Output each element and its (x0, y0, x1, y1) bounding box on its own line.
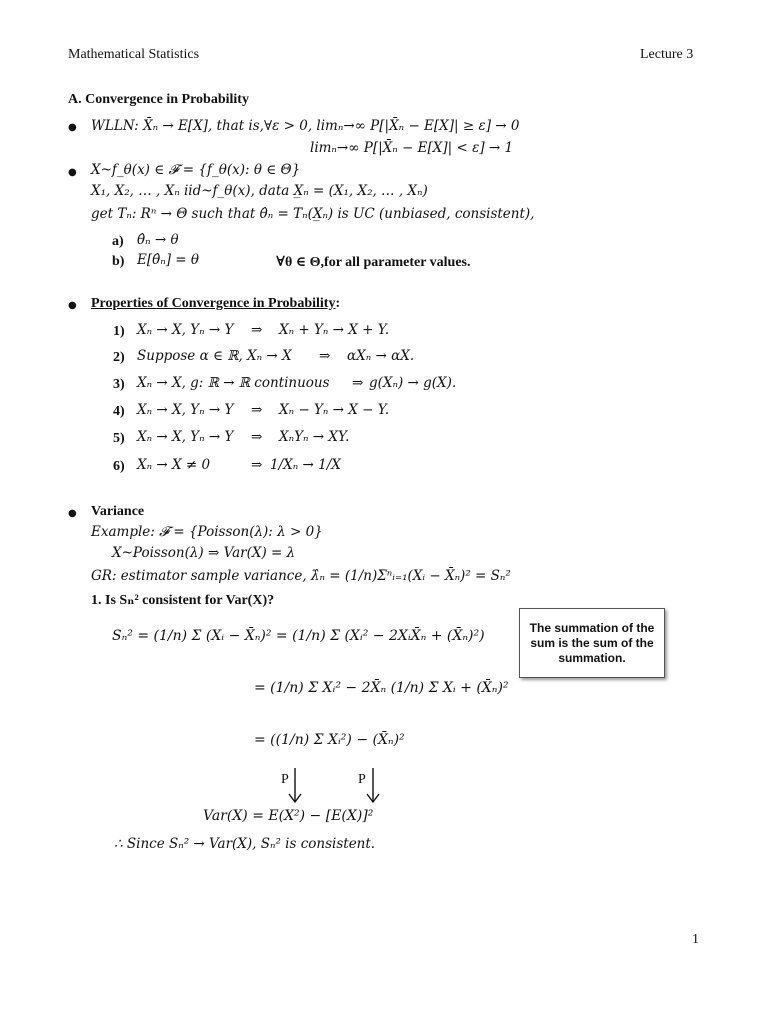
variance-example: Example: 𝓕 = {Poisson(λ): λ > 0} (91, 524, 323, 540)
prop-4-num: 4) (113, 404, 125, 419)
var-identity: Var(X) = E(X²) − [E(X)]² (203, 808, 374, 824)
down-arrow-icon (288, 768, 302, 804)
p-label-left: P (281, 772, 289, 787)
prop-3-rhs: g(Xₙ) → g(X). (369, 375, 457, 391)
derivation-line-1: Sₙ² = (1/n) Σ (Xᵢ − X̄ₙ)² = (1/n) Σ (Xᵢ² − 2XᵢX̄ₙ + (X̄ₙ)²) (112, 628, 485, 644)
prop-1-rhs: Xₙ + Yₙ → X + Y. (279, 322, 390, 338)
prop-6-implies: ⇒ (251, 457, 263, 473)
prop-2-implies: ⇒ (319, 348, 331, 364)
prop-3-num: 3) (113, 377, 125, 392)
item-a-expr: θ̂ₙ → θ (137, 232, 179, 248)
prop-1-num: 1) (113, 324, 125, 339)
down-arrow-icon (366, 768, 380, 804)
model-line-2: X₁, X₂, … , Xₙ iid~f_θ(x), data X̲ₙ = (X₁, X₂, … , Xₙ) (91, 183, 428, 199)
variance-poisson: X~Poisson(λ) ⇒ Var(X) = λ (112, 545, 296, 561)
item-b-note: ∀θ ∈ Θ,for all parameter values. (276, 255, 471, 270)
variance-gr: GR: estimator sample variance, λ̂ₙ = (1/n)Σⁿᵢ₌₁(Xᵢ − X̄ₙ)² = Sₙ² (91, 568, 511, 584)
wlln-line-1: WLLN: X̄ₙ → E[X], that is,∀ε > 0, limₙ→∞ P[|X̄ₙ − E[X]| ≥ ε] → 0 (91, 118, 520, 134)
prop-3-lhs: Xₙ → X, g: ℝ → ℝ continuous (137, 375, 330, 391)
properties-title-wrap (91, 296, 340, 312)
prop-4-implies: ⇒ (251, 402, 263, 418)
callout-box: The summation of the sum is the sum of the summation. (519, 608, 665, 678)
bullet-icon: ● (68, 300, 77, 311)
item-b-label: b) (112, 254, 125, 269)
properties-title: Properties of Convergence in Probability (91, 296, 336, 311)
bullet-icon: ● (68, 167, 77, 178)
variance-question: 1. Is Sₙ² consistent for Var(X)? (91, 593, 275, 608)
variance-title: Variance (91, 504, 145, 519)
prop-5-rhs: XₙYₙ → XY. (279, 429, 350, 445)
item-a-label: a) (112, 234, 124, 249)
model-line-3: get Tₙ: Rⁿ → Θ such that θ̂ₙ = Tₙ(X̲ₙ) is UC (unbiased, consistent), (91, 206, 535, 222)
prop-5-lhs: Xₙ → X, Yₙ → Y (137, 429, 234, 445)
prop-3-implies: ⇒ (352, 375, 364, 391)
prop-2-num: 2) (113, 350, 125, 365)
prop-2-lhs: Suppose α ∈ ℝ, Xₙ → X (137, 348, 292, 364)
derivation-line-2: = (1/n) Σ Xᵢ² − 2X̄ₙ (1/n) Σ Xᵢ + (X̄ₙ)² (254, 680, 509, 696)
prop-1-lhs: Xₙ → X, Yₙ → Y (137, 322, 234, 338)
model-line-1: X~f_θ(x) ∈ 𝓕 = {f_θ(x): θ ∈ Θ} (91, 162, 301, 178)
conclusion: ∴ Since Sₙ² → Var(X), Sₙ² is consistent. (114, 836, 376, 852)
header-title: Mathematical Statistics (68, 47, 200, 62)
item-b-expr: E[θ̂ₙ] = θ (137, 252, 200, 268)
page-number: 1 (692, 932, 699, 947)
derivation-line-3: = ((1/n) Σ Xᵢ²) − (X̄ₙ)² (254, 732, 405, 748)
bullet-icon: ● (68, 122, 77, 133)
prop-2-rhs: αXₙ → αX. (347, 348, 415, 364)
prop-1-implies: ⇒ (251, 322, 263, 338)
prop-6-rhs: 1/Xₙ → 1/X (270, 457, 341, 473)
p-label-right: P (358, 772, 366, 787)
header-lecture: Lecture 3 (640, 47, 694, 62)
properties-colon: : (335, 296, 341, 311)
section-a-title: A. Convergence in Probability (68, 92, 249, 107)
prop-5-implies: ⇒ (251, 429, 263, 445)
prop-4-lhs: Xₙ → X, Yₙ → Y (137, 402, 234, 418)
prop-4-rhs: Xₙ − Yₙ → X − Y. (279, 402, 390, 418)
bullet-icon: ● (68, 508, 77, 519)
prop-6-lhs: Xₙ → X ≠ 0 (137, 457, 211, 473)
wlln-line-2: limₙ→∞ P[|X̄ₙ − E[X]| < ε] → 1 (310, 140, 514, 156)
prop-6-num: 6) (113, 459, 125, 474)
prop-5-num: 5) (113, 431, 125, 446)
